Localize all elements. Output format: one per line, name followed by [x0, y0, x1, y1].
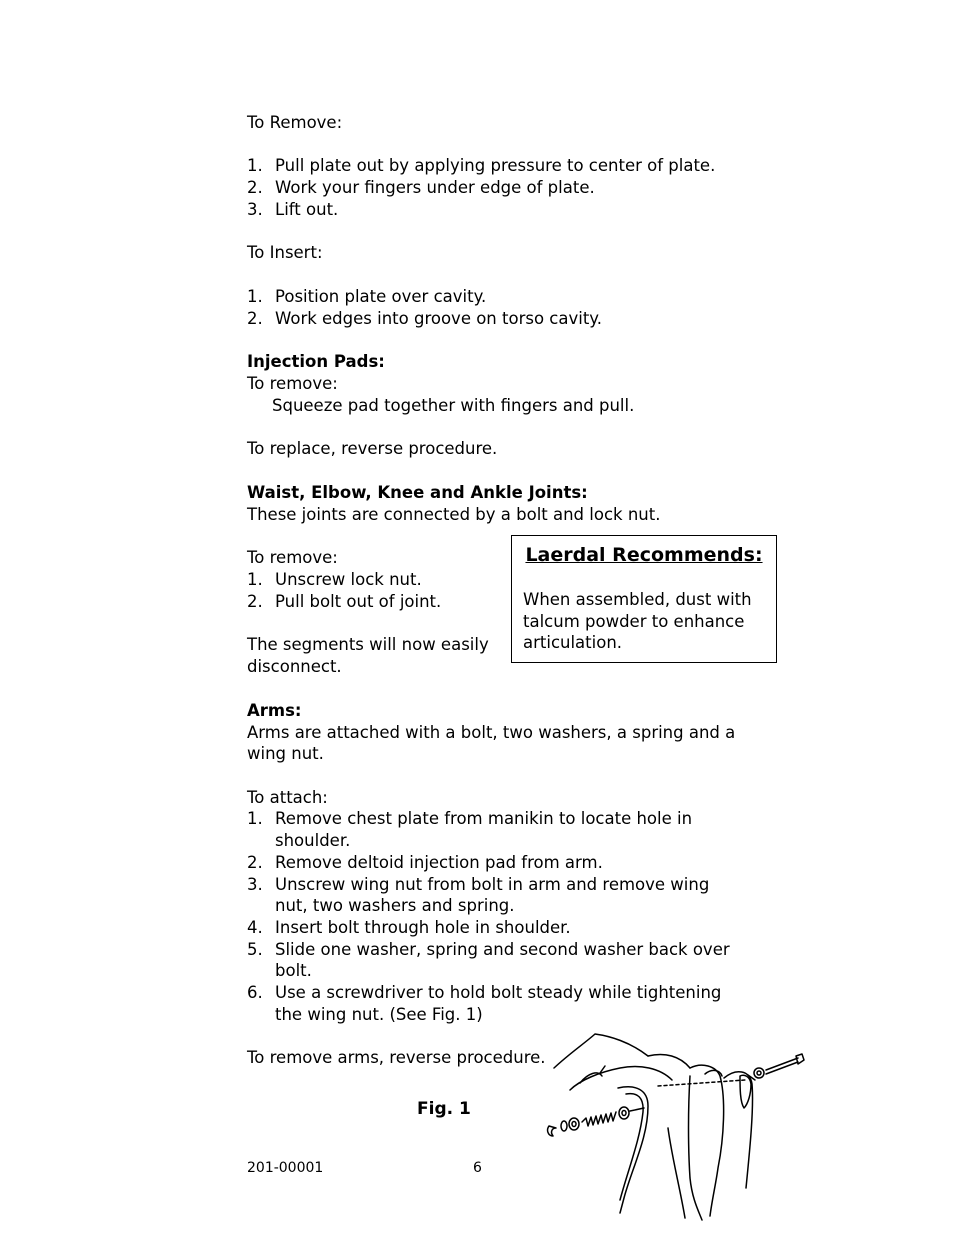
- arms-step-text: Unscrew wing nut from bolt in arm and remove wing: [275, 875, 710, 894]
- arms-heading: Arms:: [247, 701, 302, 720]
- remove-step-text: Pull plate out by applying pressure to center of plate.: [275, 156, 716, 175]
- arms-to-attach: To attach:: [247, 788, 328, 807]
- remove-step-text: Work your fingers under edge of plate.: [275, 178, 595, 197]
- arms-step-number: 1.: [247, 809, 263, 828]
- arms-step-text-continued: bolt.: [275, 961, 312, 980]
- joints-step-text: Pull bolt out of joint.: [275, 592, 442, 611]
- arm-assembly-illustration: [540, 1028, 810, 1223]
- remove-step-text: Lift out.: [275, 200, 339, 219]
- arms-step-text: Use a screwdriver to hold bolt steady while tightening: [275, 983, 722, 1002]
- joints-note-continued: disconnect.: [247, 657, 342, 676]
- joints-step-number: 2.: [247, 592, 263, 611]
- arms-step-number: 2.: [247, 853, 263, 872]
- injection-pads-replace: To replace, reverse procedure.: [247, 439, 498, 458]
- arms-step-text: Insert bolt through hole in shoulder.: [275, 918, 571, 937]
- arms-step-text-continued: shoulder.: [275, 831, 351, 850]
- joints-step-text: Unscrew lock nut.: [275, 570, 422, 589]
- remove-heading: To Remove:: [247, 113, 343, 132]
- arms-step-number: 6.: [247, 983, 263, 1002]
- joints-note: The segments will now easily: [247, 635, 489, 654]
- arms-step-number: 4.: [247, 918, 263, 937]
- remove-step-number: 2.: [247, 178, 263, 197]
- insert-step-number: 2.: [247, 309, 263, 328]
- page-number: 6: [473, 1160, 482, 1176]
- arms-intro: Arms are attached with a bolt, two washers, a spring and a: [247, 723, 736, 742]
- arms-step-text-continued: the wing nut. (See Fig. 1): [275, 1005, 483, 1024]
- insert-heading: To Insert:: [247, 243, 323, 262]
- joints-step-number: 1.: [247, 570, 263, 589]
- insert-step-text: Work edges into groove on torso cavity.: [275, 309, 602, 328]
- joints-intro: These joints are connected by a bolt and lock nut.: [247, 505, 661, 524]
- insert-step-number: 1.: [247, 287, 263, 306]
- injection-pads-heading: Injection Pads:: [247, 352, 385, 371]
- figure-label: Fig. 1: [417, 1099, 471, 1119]
- joints-heading: Waist, Elbow, Knee and Ankle Joints:: [247, 483, 588, 502]
- recommendation-body: When assembled, dust with talcum powder to enhance articulation.: [523, 590, 752, 652]
- recommendation-box: [511, 535, 777, 663]
- injection-pads-instruction: Squeeze pad together with fingers and pull.: [272, 396, 635, 415]
- recommendation-title: Laerdal Recommends:: [525, 544, 763, 566]
- arms-step-text-continued: nut, two washers and spring.: [275, 896, 515, 915]
- arms-step-number: 5.: [247, 940, 263, 959]
- arms-step-text: Slide one washer, spring and second washer back over: [275, 940, 730, 959]
- arms-step-text: Remove chest plate from manikin to locate hole in: [275, 809, 693, 828]
- remove-step-number: 1.: [247, 156, 263, 175]
- remove-step-number: 3.: [247, 200, 263, 219]
- insert-step-text: Position plate over cavity.: [275, 287, 487, 306]
- arms-intro-continued: wing nut.: [247, 744, 324, 763]
- injection-pads-to-remove: To remove:: [247, 374, 338, 393]
- arms-step-number: 3.: [247, 875, 263, 894]
- joints-to-remove: To remove:: [247, 548, 338, 567]
- arms-remove: To remove arms, reverse procedure.: [247, 1048, 546, 1067]
- document-number: 201-00001: [247, 1160, 324, 1176]
- arms-step-text: Remove deltoid injection pad from arm.: [275, 853, 603, 872]
